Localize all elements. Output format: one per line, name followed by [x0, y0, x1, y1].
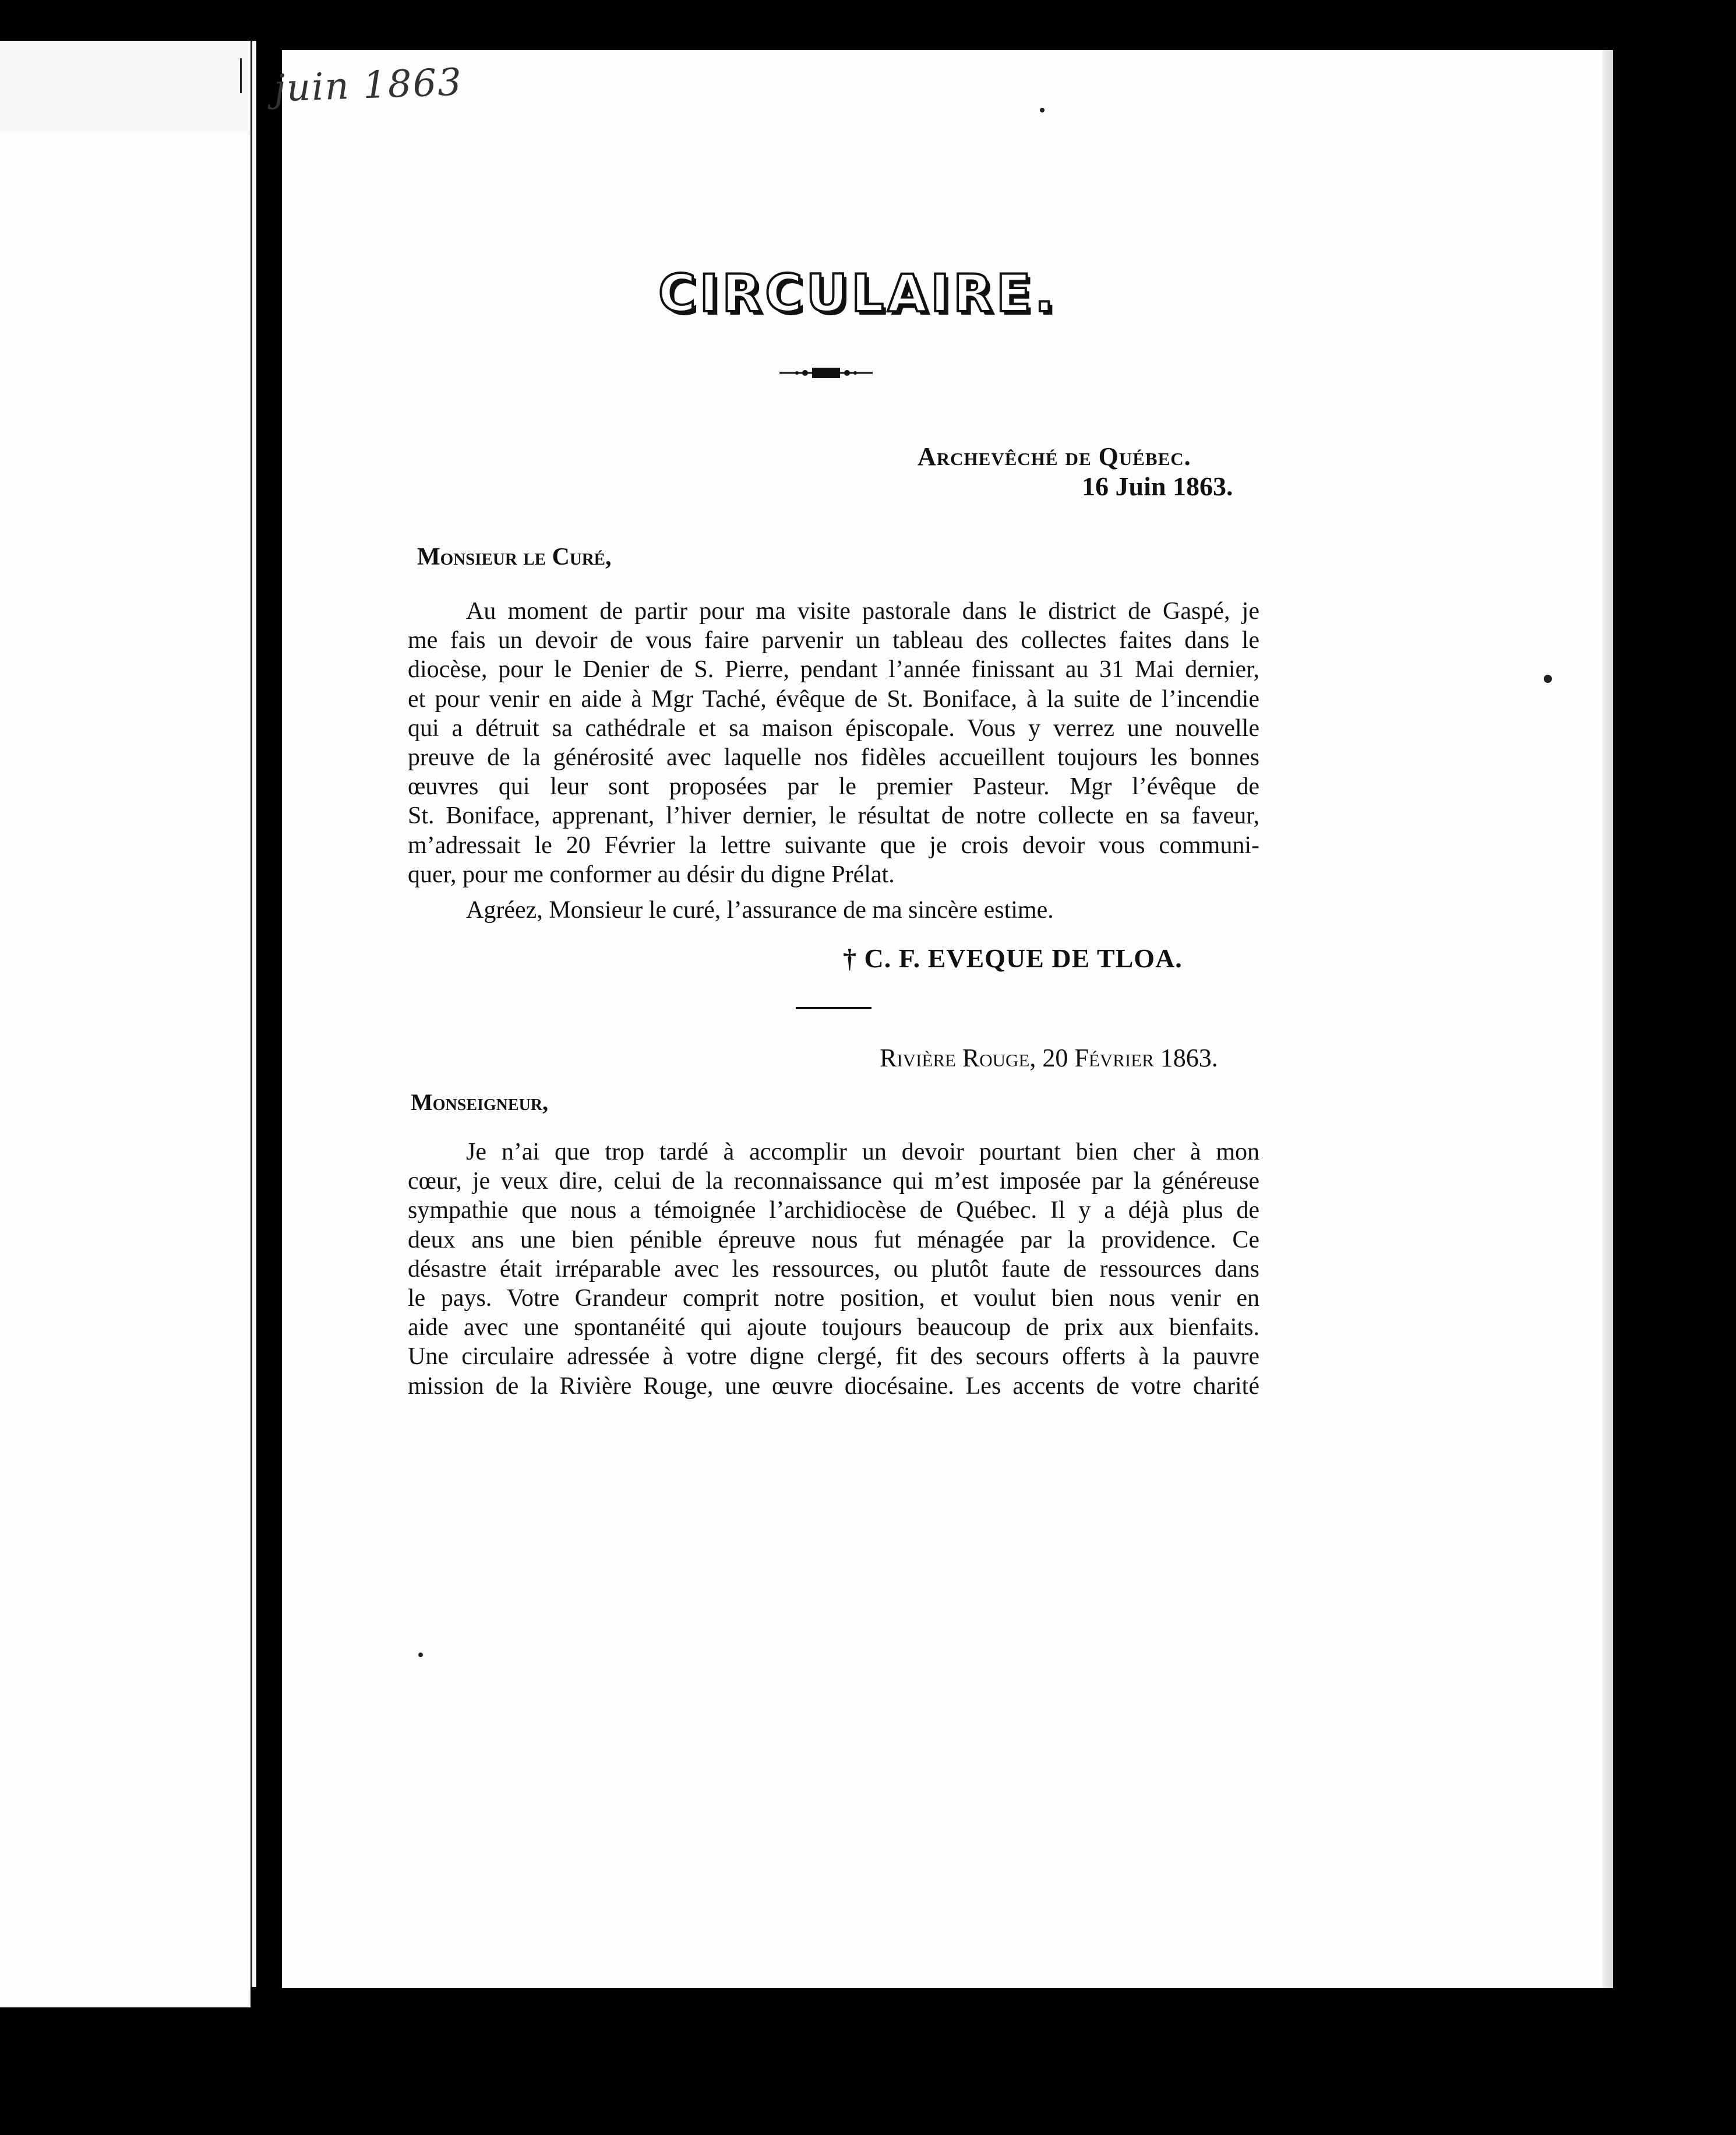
letter1-closing: Agréez, Monsieur le curé, l’assurance de ma sincère estime.: [466, 897, 1054, 924]
dust-speck: [1544, 675, 1552, 683]
letter1-signature: † C. F. EVEQUE DE TLOA.: [843, 943, 1183, 973]
letter1-salutation: Monsieur le Curé,: [417, 544, 612, 570]
text-line: désastre était irréparable avec les ressources, ou plutôt faute de ressources dans: [408, 1255, 1259, 1283]
page-shadow: [1603, 50, 1613, 1988]
text-line: mission de la Rivière Rouge, une œuvre diocésaine. Les accents de votre charité: [408, 1372, 1259, 1400]
text-line: et pour venir en aide à Mgr Taché, évêque de St. Boniface, à la suite de l’incendie: [408, 685, 1259, 713]
document-title: CIRCULAIRE.: [658, 263, 1058, 323]
text-line: deux ans une bien pénible épreuve nous fut ménagée par la providence. Ce: [408, 1226, 1259, 1253]
text-line: St. Boniface, apprenant, l’hiver dernier, le résultat de notre collecte en sa faveur,: [408, 802, 1259, 830]
text-line: Au moment de partir pour ma visite pastorale dans le district de Gaspé, je: [466, 598, 1259, 625]
dust-speck: [1040, 108, 1045, 112]
handwritten-date-note: juin 1863: [273, 61, 464, 111]
ornament-divider-icon: [779, 366, 873, 380]
dust-speck: [418, 1653, 423, 1657]
text-line: diocèse, pour le Denier de S. Pierre, pendant l’année finissant au 31 Mai dernier,: [408, 656, 1259, 684]
text-line: quer, pour me conformer au désir du digne Prélat.: [408, 861, 895, 888]
letter2-salutation: Monseigneur,: [411, 1089, 549, 1115]
text-line: œuvres qui leur sont proposées par le premier Pasteur. Mgr l’évêque de: [408, 773, 1259, 801]
header-date: 16 Juin 1863.: [1082, 471, 1233, 501]
text-line: Une circulaire adressée à votre digne clergé, fit des secours offerts à la pauvre: [408, 1343, 1259, 1371]
text-line: qui a détruit sa cathédrale et sa maison épiscopale. Vous y verrez une nouvelle: [408, 714, 1259, 742]
left-page-sheet: [0, 131, 250, 2007]
text-line: m’adressait le 20 Février la lettre suivante que je crois devoir vous communi-: [408, 832, 1259, 859]
text-line: le pays. Votre Grandeur comprit notre position, et voulut bien nous venir en: [408, 1285, 1259, 1312]
text-line: cœur, je veux dire, celui de la reconnaissance qui m’est imposée par la généreuse: [408, 1168, 1259, 1195]
letter2-place-date: Rivière Rouge, 20 Février 1863.: [880, 1044, 1218, 1072]
text-line: preuve de la générosité avec laquelle nos fidèles accueillent toujours les bonnes: [408, 744, 1259, 771]
text-line: Je n’ai que trop tardé à accomplir un devoir pourtant bien cher à mon: [466, 1139, 1259, 1165]
left-facing-page: [0, 41, 256, 1987]
page-edge-line: [240, 58, 242, 93]
letter1-paragraph: [408, 597, 1259, 889]
separator-dash: [796, 1007, 871, 1009]
text-line: sympathie que nous a témoignée l’archidiocèse de Québec. Il y a déjà plus de: [408, 1197, 1259, 1224]
letter2-paragraph: [408, 1137, 1259, 1401]
main-page: [282, 50, 1613, 1988]
text-line: me fais un devoir de vous faire parvenir un tableau des collectes faites dans le: [408, 627, 1259, 654]
header-place: Archevêché de Québec.: [918, 442, 1191, 471]
text-line: aide avec une spontanéité qui ajoute toujours beaucoup de prix aux bienfaits.: [408, 1314, 1259, 1341]
page-edge-line: [250, 41, 252, 1987]
